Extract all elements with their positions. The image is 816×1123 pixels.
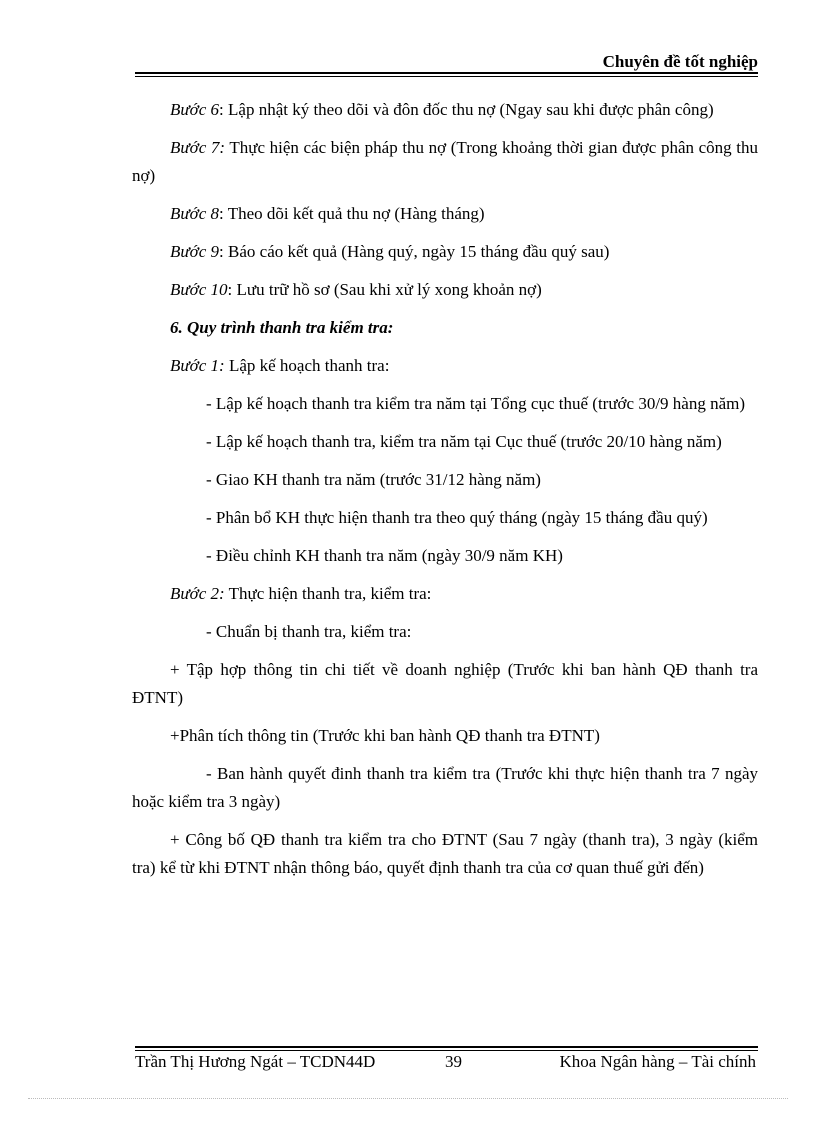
body-paragraph xyxy=(132,390,758,418)
step-label: Bước 9 xyxy=(170,242,220,261)
page-number: 39 xyxy=(445,1052,462,1071)
paragraph-text: Thực hiện các biện pháp thu nợ (Trong khoảng thời gian được phân công thu nợ) xyxy=(132,138,758,185)
body-content xyxy=(132,96,758,892)
paragraph-text: Lập kế hoạch thanh tra: xyxy=(228,356,390,375)
step-paragraph xyxy=(132,276,758,304)
body-paragraph xyxy=(132,428,758,456)
paragraph-text: - Ban hành quyết đinh thanh tra kiểm tra (Trước khi thực hiện thanh tra 7 ngày hoặc kiểm tra 3 ngày) xyxy=(132,764,758,811)
body-paragraph xyxy=(132,504,758,532)
step-label: Bước 7: xyxy=(170,138,226,157)
body-paragraph xyxy=(132,656,758,712)
paragraph-text: Lập nhật ký theo dõi và đôn đốc thu nợ (Ngay sau khi được phân công) xyxy=(228,100,714,119)
body-paragraph xyxy=(132,542,758,570)
step-paragraph xyxy=(132,238,758,266)
page-edge xyxy=(28,1098,788,1099)
step-paragraph xyxy=(132,96,758,124)
paragraph-text: Thực hiện thanh tra, kiểm tra: xyxy=(228,584,432,603)
step-label: Bước 1: xyxy=(170,356,225,375)
paragraph-text: - Điều chỉnh KH thanh tra năm (ngày 30/9 năm KH) xyxy=(206,546,563,565)
step-label: Bước 8 xyxy=(170,204,220,223)
paragraph-text: +Phân tích thông tin (Trước khi ban hành QĐ thanh tra ĐTNT) xyxy=(170,726,600,745)
footer-rule xyxy=(135,1046,758,1048)
header-title: Chuyên đề tốt nghiệp xyxy=(602,52,758,71)
step-paragraph xyxy=(132,352,758,380)
paragraph-text: Lưu trữ hồ sơ (Sau khi xử lý xong khoản nợ) xyxy=(236,280,542,299)
step-separator: : xyxy=(227,280,237,299)
paragraph-text: - Chuẩn bị thanh tra, kiểm tra: xyxy=(206,622,412,641)
paragraph-text: - Giao KH thanh tra năm (trước 31/12 hàng năm) xyxy=(206,470,541,489)
step-separator: : xyxy=(219,204,228,223)
paragraph-text: - Lập kế hoạch thanh tra, kiểm tra năm tại Cục thuế (trước 20/10 hàng năm) xyxy=(206,432,722,451)
footer-author: Trần Thị Hương Ngát – TCDN44D xyxy=(135,1052,376,1071)
body-paragraph xyxy=(132,466,758,494)
step-label: Bước 6 xyxy=(170,100,220,119)
body-paragraph xyxy=(132,618,758,646)
body-paragraph xyxy=(132,722,758,750)
section-heading: 6. Quy trình thanh tra kiểm tra: xyxy=(170,318,394,337)
step-label: Bước 10 xyxy=(170,280,228,299)
step-paragraph xyxy=(132,580,758,608)
header-rule xyxy=(135,72,758,74)
paragraph-text: - Phân bổ KH thực hiện thanh tra theo quý tháng (ngày 15 tháng đầu quý) xyxy=(206,508,708,527)
step-separator: : xyxy=(219,100,229,119)
paragraph-text: + Công bố QĐ thanh tra kiểm tra cho ĐTNT (Sau 7 ngày (thanh tra), 3 ngày (kiểm tra) kể từ khi ĐTNT nhận thông báo, quyết định thanh tra của cơ quan thuế gửi đến) xyxy=(132,830,758,877)
paragraph-text: + Tập hợp thông tin chi tiết về doanh nghiệp (Trước khi ban hành QĐ thanh tra ĐTNT) xyxy=(132,660,758,707)
step-paragraph xyxy=(132,200,758,228)
body-paragraph xyxy=(132,826,758,882)
body-paragraph xyxy=(132,760,758,816)
step-separator: : xyxy=(219,242,229,261)
paragraph-text: Theo dõi kết quả thu nợ (Hàng tháng) xyxy=(227,204,485,223)
paragraph-text: Báo cáo kết quả (Hàng quý, ngày 15 tháng đầu quý sau) xyxy=(228,242,610,261)
header-rule-thin xyxy=(135,76,758,77)
paragraph-text: - Lập kế hoạch thanh tra kiểm tra năm tại Tổng cục thuế (trước 30/9 hàng năm) xyxy=(206,394,746,413)
step-label: Bước 2: xyxy=(170,584,225,603)
footer-faculty: Khoa Ngân hàng – Tài chính xyxy=(559,1052,756,1071)
step-paragraph xyxy=(132,134,758,190)
